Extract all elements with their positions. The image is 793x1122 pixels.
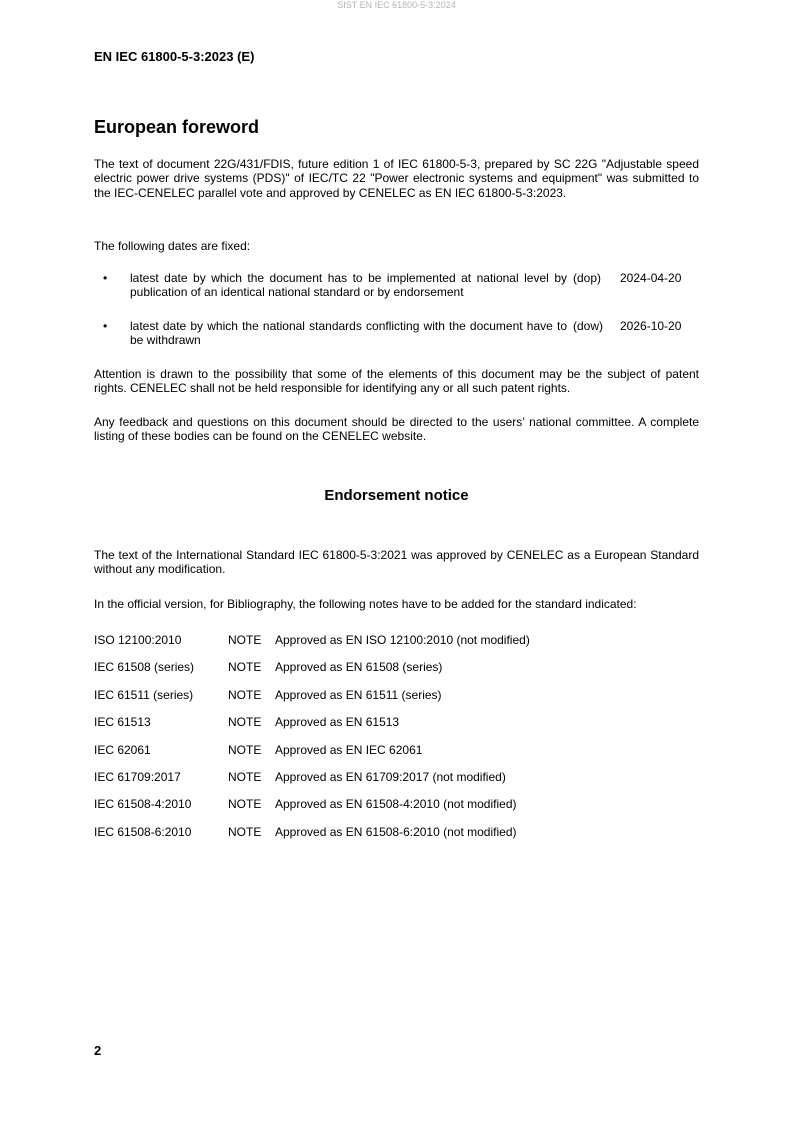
date-item-value: 2026-10-20: [620, 319, 682, 333]
note-standard: IEC 61511 (series): [94, 688, 194, 702]
note-text: Approved as EN 61508-6:2010 (not modified): [275, 825, 517, 839]
note-label: NOTE: [228, 743, 262, 757]
note-label: NOTE: [228, 633, 262, 647]
note-standard: IEC 61508-6:2010: [94, 825, 192, 839]
bullet-marker: •: [103, 319, 108, 333]
endorsement-heading: Endorsement notice: [324, 487, 469, 504]
note-label: NOTE: [228, 797, 262, 811]
date-item-description: latest date by which the national standards conflicting with the document have to be withdrawn: [130, 319, 567, 348]
watermark: SIST EN IEC 61800-5-3:2024: [337, 0, 456, 10]
date-item-value: 2024-04-20: [620, 271, 682, 285]
note-standard: ISO 12100:2010: [94, 633, 182, 647]
note-standard: IEC 61513: [94, 715, 151, 729]
bullet-marker: •: [103, 271, 108, 285]
date-item-description: latest date by which the document has to be implemented at national level by publication of an identical national standard or by endorsement: [130, 271, 567, 300]
note-label: NOTE: [228, 770, 262, 784]
notes-intro-paragraph: In the official version, for Bibliography, the following notes have to be added for the standard indicated:: [94, 597, 637, 611]
note-label: NOTE: [228, 715, 262, 729]
foreword-heading: European foreword: [94, 117, 260, 137]
note-text: Approved as EN ISO 12100:2010 (not modified): [275, 633, 530, 647]
foreword-intro-paragraph: The text of document 22G/431/FDIS, future edition 1 of IEC 61800-5-3, prepared by SC 22G "Adjustable speed electric power drive systems (PDS)" of IEC/TC 22 "Power electronic systems and equipment" was submitted to the IEC-CENELEC parallel vote and approved by CENELEC as EN IEC 61800-5-3:2023.: [94, 157, 699, 200]
note-standard: IEC 61508-4:2010: [94, 797, 192, 811]
note-text: Approved as EN 61511 (series): [275, 688, 442, 702]
note-text: Approved as EN 61513: [275, 715, 400, 729]
date-item-code: (dop): [573, 271, 602, 285]
note-standard: IEC 61709:2017: [94, 770, 181, 784]
note-text: Approved as EN IEC 62061: [275, 743, 423, 757]
page-number: 2: [94, 1043, 102, 1058]
note-standard: IEC 62061: [94, 743, 151, 757]
note-text: Approved as EN 61508 (series): [275, 660, 443, 674]
note-label: NOTE: [228, 688, 262, 702]
feedback-paragraph: Any feedback and questions on this document should be directed to the users’ national committee. A complete listing of these bodies can be found on the CENELEC website.: [94, 415, 699, 444]
note-label: NOTE: [228, 660, 262, 674]
note-label: NOTE: [228, 825, 262, 839]
note-text: Approved as EN 61709:2017 (not modified): [275, 770, 506, 784]
note-text: Approved as EN 61508-4:2010 (not modified): [275, 797, 517, 811]
endorsement-text-paragraph: The text of the International Standard IEC 61800-5-3:2021 was approved by CENELEC as a European Standard without any modification.: [94, 548, 699, 577]
date-item-code: (dow): [573, 319, 604, 333]
dates-intro-paragraph: The following dates are fixed:: [94, 239, 251, 253]
document-id-header: EN IEC 61800-5-3:2023 (E): [94, 49, 255, 64]
patent-notice-paragraph: Attention is drawn to the possibility that some of the elements of this document may be the subject of patent rights. CENELEC shall not be held responsible for identifying any or all such patent rights.: [94, 367, 699, 396]
note-standard: IEC 61508 (series): [94, 660, 195, 674]
